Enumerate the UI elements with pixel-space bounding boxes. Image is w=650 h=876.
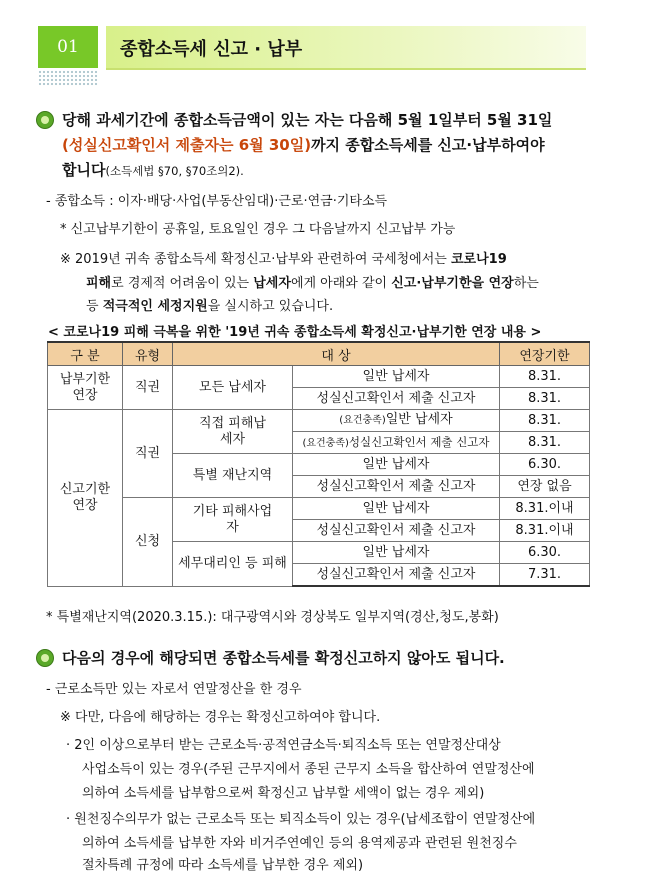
section1-main — [36, 108, 626, 184]
deadline-highlight: (성실신고확인서 제출자는 6월 30일) — [62, 136, 312, 154]
section2-title: 다음의 경우에 해당되면 종합소득세를 확정신고하지 않아도 됩니다. — [62, 649, 505, 667]
section-header — [38, 26, 586, 68]
target-cell: 성실신고확인서 제출 신고자 — [293, 564, 500, 587]
target-cell: (요건충족)일반 납세자 — [293, 410, 500, 432]
circle-bullet-icon — [36, 111, 54, 129]
target-cell: (요건충족)성실신고확인서 제출 신고자 — [293, 432, 500, 454]
section2-main — [36, 646, 626, 671]
type-cell: 직권 — [123, 366, 173, 410]
deadline-cell: 8.31. — [500, 432, 590, 454]
law-reference: (소득세법 §70, §70조의2). — [105, 164, 244, 178]
type-cell: 신청 — [123, 498, 173, 587]
subject-cell: 기타 피해사업자 — [173, 498, 293, 542]
header-category: 구 분 — [48, 342, 123, 366]
group-filing-extension: 신고기한 연장 — [48, 410, 123, 587]
deadline-cell: 8.31. — [500, 366, 590, 388]
table-header-row — [48, 342, 590, 366]
target-cell: 일반 납세자 — [293, 498, 500, 520]
header-type: 유형 — [123, 342, 173, 366]
income-types: - 종합소득 : 이자·배당·사업(부동산임대)·근로·연금·기타소득 — [46, 194, 388, 209]
header-target: 대 상 — [173, 342, 500, 366]
special-disaster-footnote: * 특별재난지역(2020.3.15.): 대구광역시와 경상북도 일부지역(경산,청도,봉화) — [46, 610, 499, 625]
group-payment-extension: 납부기한 연장 — [48, 366, 123, 410]
deadline-cell: 연장 없음 — [500, 476, 590, 498]
exception-item1-line3: 의하여 소득세를 납부함으로써 확정신고 납부할 세액이 없는 경우 제외) — [82, 786, 485, 801]
covid-note-line2: 피해로 경제적 어려움이 있는 납세자에게 아래와 같이 신고·납부기한을 연장하는 — [86, 276, 539, 291]
circle-bullet-icon — [36, 649, 54, 667]
subject-cell: 특별 재난지역 — [173, 454, 293, 498]
holiday-note: * 신고납부기한이 공휴일, 토요일인 경우 그 다음날까지 신고납부 가능 — [60, 222, 456, 237]
section1-line2: (성실신고확인서 제출자는 6월 30일)까지 종합소득세를 신고·납부하여야 — [62, 136, 545, 154]
subject-cell: 직접 피해납세자 — [173, 410, 293, 454]
subject-cell: 세무대리인 등 피해 — [173, 542, 293, 587]
deadline-cell: 6.30. — [500, 454, 590, 476]
deadline-cell: 8.31. — [500, 388, 590, 410]
exception-item2-line1: · 원천징수의무가 없는 근로소득 또는 퇴직소득이 있는 경우(납세조합이 연말정산에 — [66, 812, 536, 827]
table-title: < 코로나19 피해 극복을 위한 '19년 귀속 종합소득세 확정신고·납부기한 연장 내용 > — [48, 325, 542, 340]
table-row — [48, 410, 590, 432]
section-title-box — [106, 26, 586, 70]
target-cell: 성실신고확인서 제출 신고자 — [293, 476, 500, 498]
target-cell: 성실신고확인서 제출 신고자 — [293, 388, 500, 410]
table-row — [48, 366, 590, 388]
target-cell: 성실신고확인서 제출 신고자 — [293, 520, 500, 542]
deadline-cell: 6.30. — [500, 542, 590, 564]
deadline-cell: 8.31. — [500, 410, 590, 432]
section-title: 종합소득세 신고 · 납부 — [120, 39, 303, 60]
type-cell: 직권 — [123, 410, 173, 498]
exception-item1-line2: 사업소득이 있는 경우(주된 근무지에서 종된 근무지 소득을 합산하여 연말정산에 — [82, 762, 535, 777]
covid-note-line3: 등 적극적인 세정지원을 실시하고 있습니다. — [86, 299, 334, 314]
section-number: 01 — [38, 26, 98, 68]
table-row — [48, 498, 590, 520]
dotted-decoration — [38, 70, 98, 86]
deadline-cell: 8.31.이내 — [500, 498, 590, 520]
subject-cell: 모든 납세자 — [173, 366, 293, 410]
deadline-cell: 7.31. — [500, 564, 590, 587]
target-cell: 일반 납세자 — [293, 542, 500, 564]
exception-item1-line1: · 2인 이상으로부터 받는 근로소득·공적연금소득·퇴직소득 또는 연말정산대상 — [66, 738, 501, 753]
section1-line3: 합니다(소득세법 §70, §70조의2). — [62, 161, 244, 179]
header-deadline: 연장기한 — [500, 342, 590, 366]
extension-table — [47, 341, 590, 587]
earned-income-only: - 근로소득만 있는 자로서 연말정산을 한 경우 — [46, 682, 302, 697]
target-cell: 일반 납세자 — [293, 366, 500, 388]
covid-note-line1: ※ 2019년 귀속 종합소득세 확정신고·납부와 관련하여 국세청에서는 코로나19 — [60, 252, 507, 267]
section1-line1: 당해 과세기간에 종합소득금액이 있는 자는 다음해 5월 1일부터 5월 31일 — [62, 111, 553, 129]
exception-note: ※ 다만, 다음에 해당하는 경우는 확정신고하여야 합니다. — [60, 710, 381, 725]
exception-item2-line3: 절차특례 규정에 따라 소득세를 납부한 경우 제외) — [82, 858, 364, 873]
deadline-cell: 8.31.이내 — [500, 520, 590, 542]
exception-item2-line2: 의하여 소득세를 납부한 자와 비거주연예인 등의 용역제공과 관련된 원천징수 — [82, 836, 517, 851]
target-cell: 일반 납세자 — [293, 454, 500, 476]
